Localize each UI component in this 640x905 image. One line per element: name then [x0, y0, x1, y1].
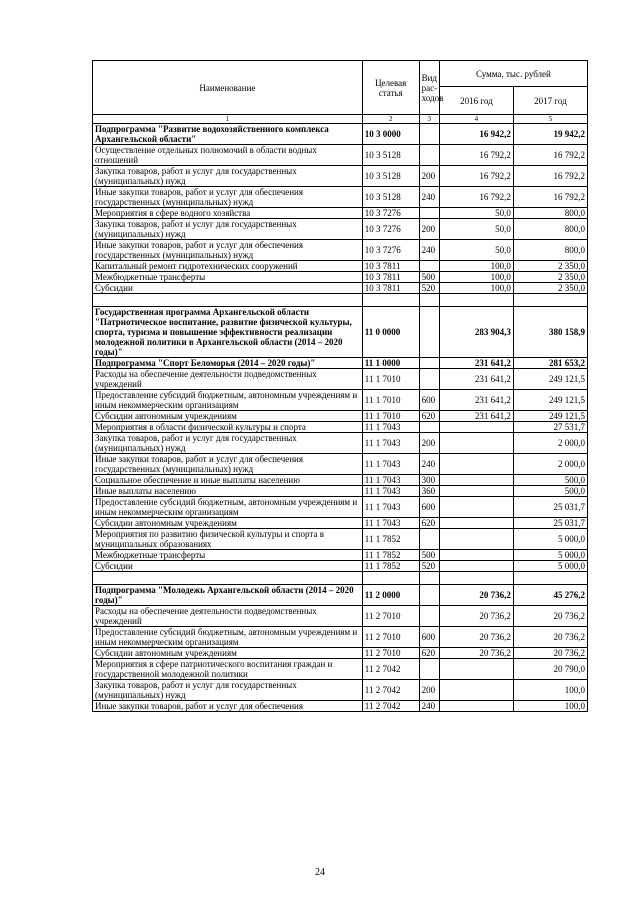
row-target-code: 11 2 7042 — [362, 659, 419, 680]
row-target-code: 11 2 7010 — [362, 648, 419, 659]
row-target-code: 10 3 7276 — [362, 240, 419, 261]
row-expense-type: 360 — [419, 486, 439, 497]
row-expense-type: 500 — [419, 272, 439, 283]
row-target-code: 10 3 7811 — [362, 272, 419, 283]
row-sum-2017: 16 792,2 — [513, 145, 587, 166]
row-sum-2016: 100,0 — [439, 283, 513, 294]
row-sum-2016: 20 736,2 — [439, 585, 513, 606]
row-sum-2016: 231 641,2 — [439, 369, 513, 390]
table-row — [93, 145, 588, 166]
row-sum-2016 — [439, 433, 513, 454]
row-sum-2017: 27 531,7 — [513, 422, 587, 433]
row-name: Субсидии автономным учреждениям — [93, 518, 363, 529]
row-target-code: 10 3 5128 — [362, 145, 419, 166]
row-sum-2017: 100,0 — [513, 701, 587, 712]
row-sum-2016 — [439, 550, 513, 561]
row-name: Мероприятия в области физической культуры и спорта — [93, 422, 363, 433]
row-sum-2016: 16 792,2 — [439, 145, 513, 166]
row-name: Мероприятия в сфере патриотического воспитания граждан и государственной молодежной политики — [93, 659, 363, 680]
row-sum-2016 — [439, 422, 513, 433]
row-name: Расходы на обеспечение деятельности подведомственных учреждений — [93, 369, 363, 390]
row-sum-2016 — [439, 680, 513, 701]
row-expense-type: 240 — [419, 701, 439, 712]
table-row — [93, 659, 588, 680]
row-expense-type: 520 — [419, 283, 439, 294]
table-row — [93, 219, 588, 240]
row-name: Закупка товаров, работ и услуг для государственных (муниципальных) нужд — [93, 166, 363, 187]
table-row — [93, 433, 588, 454]
row-target-code: 10 3 7276 — [362, 208, 419, 219]
row-sum-2017: 16 792,2 — [513, 166, 587, 187]
table-row — [93, 701, 588, 712]
table-row — [93, 550, 588, 561]
row-sum-2016: 16 792,2 — [439, 166, 513, 187]
row-expense-type: 200 — [419, 680, 439, 701]
row-target-code: 11 1 7010 — [362, 390, 419, 411]
header-vid: Вид рас-ходов — [419, 61, 439, 115]
row-name: Социальное обеспечение и иные выплаты населению — [93, 475, 363, 486]
row-name — [93, 294, 363, 307]
row-target-code — [362, 572, 419, 585]
row-target-code: 11 2 7042 — [362, 701, 419, 712]
row-expense-type — [419, 208, 439, 219]
row-expense-type — [419, 529, 439, 550]
index-cell: 2 — [362, 115, 419, 124]
row-sum-2016: 20 736,2 — [439, 648, 513, 659]
table-row — [93, 283, 588, 294]
row-sum-2017: 2 000,0 — [513, 454, 587, 475]
row-sum-2016: 231 641,2 — [439, 411, 513, 422]
header-sum: Сумма, тыс. рублей — [439, 61, 587, 87]
spacer-row — [93, 294, 588, 307]
index-cell: 4 — [439, 115, 513, 124]
row-target-code: 11 1 7043 — [362, 454, 419, 475]
row-target-code: 11 2 7042 — [362, 680, 419, 701]
table-row — [93, 648, 588, 659]
table-row — [93, 411, 588, 422]
row-name: Иные закупки товаров, работ и услуг для обеспечения — [93, 701, 363, 712]
row-target-code: 11 1 7043 — [362, 475, 419, 486]
header-name: Наименование — [93, 61, 363, 115]
row-expense-type: 600 — [419, 627, 439, 648]
row-expense-type: 200 — [419, 166, 439, 187]
row-sum-2017: 380 158,9 — [513, 307, 587, 358]
row-sum-2017: 45 276,2 — [513, 585, 587, 606]
table-row — [93, 486, 588, 497]
row-sum-2017: 500,0 — [513, 486, 587, 497]
table-row — [93, 497, 588, 518]
row-target-code: 11 1 7852 — [362, 561, 419, 572]
row-sum-2017: 5 000,0 — [513, 561, 587, 572]
row-sum-2016 — [439, 701, 513, 712]
table-row — [93, 529, 588, 550]
row-sum-2017: 25 031,7 — [513, 518, 587, 529]
row-target-code: 11 1 7043 — [362, 422, 419, 433]
table-row — [93, 124, 588, 145]
row-name: Государственная программа Архангельской области "Патриотическое воспитание, развитие физической культуры, спорта, туризма и повышение эффективности реализации молодежной политики в Архангельской области (2014 – 2020 годы)" — [93, 307, 363, 358]
row-sum-2017: 2 350,0 — [513, 261, 587, 272]
table-row — [93, 390, 588, 411]
row-name: Мероприятия в сфере водного хозяйства — [93, 208, 363, 219]
row-name: Подпрограмма "Молодежь Архангельской области (2014 – 2020 годы)" — [93, 585, 363, 606]
row-expense-type — [419, 572, 439, 585]
row-sum-2017: 800,0 — [513, 208, 587, 219]
row-sum-2017: 20 790,0 — [513, 659, 587, 680]
table-row — [93, 369, 588, 390]
table-row — [93, 561, 588, 572]
row-sum-2016: 100,0 — [439, 272, 513, 283]
row-sum-2016 — [439, 486, 513, 497]
row-name: Предоставление субсидий бюджетным, автономным учреждениям и иным некоммерческим организациям — [93, 390, 363, 411]
row-sum-2016: 50,0 — [439, 240, 513, 261]
row-sum-2017: 2 350,0 — [513, 283, 587, 294]
row-name: Предоставление субсидий бюджетным, автономным учреждениям и иным некоммерческим организациям — [93, 627, 363, 648]
index-cell: 3 — [419, 115, 439, 124]
row-sum-2016 — [439, 294, 513, 307]
row-target-code: 11 1 0000 — [362, 358, 419, 369]
row-name: Расходы на обеспечение деятельности подведомственных учреждений — [93, 606, 363, 627]
table-row — [93, 422, 588, 433]
index-cell: 5 — [513, 115, 587, 124]
row-name: Капитальный ремонт гидротехнических сооружений — [93, 261, 363, 272]
row-name — [93, 572, 363, 585]
row-name: Осуществление отдельных полномочий в области водных отношений — [93, 145, 363, 166]
row-target-code: 11 0 0000 — [362, 307, 419, 358]
row-sum-2017: 25 031,7 — [513, 497, 587, 518]
row-expense-type: 240 — [419, 187, 439, 208]
header-2016: 2016 год — [439, 87, 513, 115]
row-sum-2016 — [439, 659, 513, 680]
row-target-code: 10 3 5128 — [362, 187, 419, 208]
row-name: Межбюджетные трансферты — [93, 272, 363, 283]
row-target-code: 11 1 7852 — [362, 550, 419, 561]
table-row — [93, 261, 588, 272]
row-sum-2016 — [439, 572, 513, 585]
table-row — [93, 240, 588, 261]
table-row — [93, 307, 588, 358]
row-name: Мероприятия по развитию физической культуры и спорта в муниципальных образованиях — [93, 529, 363, 550]
row-sum-2017: 5 000,0 — [513, 550, 587, 561]
row-target-code: 11 1 7043 — [362, 486, 419, 497]
table-row — [93, 358, 588, 369]
row-sum-2016 — [439, 529, 513, 550]
row-expense-type — [419, 294, 439, 307]
table-row — [93, 518, 588, 529]
row-sum-2017: 100,0 — [513, 680, 587, 701]
row-expense-type — [419, 422, 439, 433]
row-sum-2017: 249 121,5 — [513, 369, 587, 390]
row-sum-2017: 20 736,2 — [513, 627, 587, 648]
table-row — [93, 272, 588, 283]
row-sum-2017: 19 942,2 — [513, 124, 587, 145]
table-row — [93, 208, 588, 219]
row-sum-2017: 20 736,2 — [513, 606, 587, 627]
row-target-code: 10 3 7811 — [362, 261, 419, 272]
row-expense-type: 200 — [419, 433, 439, 454]
table-row — [93, 166, 588, 187]
row-name: Закупка товаров, работ и услуг для государственных (муниципальных) нужд — [93, 219, 363, 240]
row-name: Субсидии автономным учреждениям — [93, 411, 363, 422]
row-sum-2016 — [439, 475, 513, 486]
row-expense-type: 620 — [419, 411, 439, 422]
row-target-code: 11 2 0000 — [362, 585, 419, 606]
row-sum-2017: 2 350,0 — [513, 272, 587, 283]
row-sum-2017 — [513, 294, 587, 307]
row-sum-2016: 283 904,3 — [439, 307, 513, 358]
table-row — [93, 454, 588, 475]
table-header — [93, 61, 588, 124]
row-sum-2017: 20 736,2 — [513, 648, 587, 659]
header-target: Целевая статья — [362, 61, 419, 115]
row-name: Подпрограмма "Развитие водохозяйственного комплекса Архангельской области" — [93, 124, 363, 145]
row-target-code: 11 1 7043 — [362, 518, 419, 529]
table-row — [93, 606, 588, 627]
row-sum-2017: 16 792,2 — [513, 187, 587, 208]
row-expense-type — [419, 261, 439, 272]
row-expense-type: 300 — [419, 475, 439, 486]
row-expense-type — [419, 124, 439, 145]
table-row — [93, 475, 588, 486]
row-target-code: 11 2 7010 — [362, 606, 419, 627]
budget-table — [92, 60, 588, 712]
index-cell: 1 — [93, 115, 363, 124]
row-expense-type: 600 — [419, 497, 439, 518]
row-expense-type: 520 — [419, 561, 439, 572]
row-name: Подпрограмма "Спорт Беломорья (2014 – 2020 годы)" — [93, 358, 363, 369]
row-target-code: 11 1 7043 — [362, 497, 419, 518]
row-target-code: 10 3 7811 — [362, 283, 419, 294]
row-sum-2016 — [439, 561, 513, 572]
row-name: Субсидии автономным учреждениям — [93, 648, 363, 659]
row-sum-2016 — [439, 497, 513, 518]
row-expense-type — [419, 145, 439, 166]
row-target-code: 10 3 5128 — [362, 166, 419, 187]
row-name: Иные закупки товаров, работ и услуг для обеспечения государственных (муниципальных) нужд — [93, 454, 363, 475]
row-expense-type: 620 — [419, 518, 439, 529]
row-name: Закупка товаров, работ и услуг для государственных (муниципальных) нужд — [93, 433, 363, 454]
row-name: Иные выплаты населению — [93, 486, 363, 497]
row-sum-2016 — [439, 518, 513, 529]
table-row — [93, 627, 588, 648]
row-sum-2016: 16 792,2 — [439, 187, 513, 208]
row-expense-type: 200 — [419, 219, 439, 240]
row-target-code: 11 1 7010 — [362, 411, 419, 422]
row-sum-2017: 249 121,5 — [513, 411, 587, 422]
row-target-code: 10 3 7276 — [362, 219, 419, 240]
row-sum-2016: 50,0 — [439, 219, 513, 240]
row-expense-type: 620 — [419, 648, 439, 659]
row-expense-type — [419, 659, 439, 680]
row-expense-type — [419, 369, 439, 390]
row-sum-2016: 100,0 — [439, 261, 513, 272]
header-index-row — [93, 115, 588, 124]
row-sum-2017: 2 000,0 — [513, 433, 587, 454]
row-target-code: 11 2 7010 — [362, 627, 419, 648]
row-name: Субсидии — [93, 283, 363, 294]
row-sum-2017: 800,0 — [513, 219, 587, 240]
page-number: 24 — [315, 867, 325, 878]
row-sum-2016: 231 641,2 — [439, 358, 513, 369]
row-expense-type: 600 — [419, 390, 439, 411]
spacer-row — [93, 572, 588, 585]
row-name: Иные закупки товаров, работ и услуг для обеспечения государственных (муниципальных) нужд — [93, 187, 363, 208]
row-sum-2017 — [513, 572, 587, 585]
header-2017: 2017 год — [513, 87, 587, 115]
row-sum-2016: 20 736,2 — [439, 627, 513, 648]
row-name: Предоставление субсидий бюджетным, автономным учреждениям и иным некоммерческим организациям — [93, 497, 363, 518]
row-sum-2017: 249 121,5 — [513, 390, 587, 411]
row-expense-type: 240 — [419, 240, 439, 261]
row-sum-2016: 16 942,2 — [439, 124, 513, 145]
row-target-code: 11 1 7043 — [362, 433, 419, 454]
row-sum-2016: 50,0 — [439, 208, 513, 219]
row-sum-2016: 231 641,2 — [439, 390, 513, 411]
row-expense-type: 500 — [419, 550, 439, 561]
row-target-code: 11 1 7010 — [362, 369, 419, 390]
row-sum-2017: 800,0 — [513, 240, 587, 261]
row-sum-2017: 5 000,0 — [513, 529, 587, 550]
row-name: Иные закупки товаров, работ и услуг для обеспечения государственных (муниципальных) нужд — [93, 240, 363, 261]
row-sum-2016: 20 736,2 — [439, 606, 513, 627]
row-expense-type: 240 — [419, 454, 439, 475]
row-sum-2016 — [439, 454, 513, 475]
row-expense-type — [419, 606, 439, 627]
row-name: Закупка товаров, работ и услуг для государственных (муниципальных) нужд — [93, 680, 363, 701]
table-row — [93, 187, 588, 208]
row-target-code: 10 3 0000 — [362, 124, 419, 145]
row-name: Субсидии — [93, 561, 363, 572]
row-target-code: 11 1 7852 — [362, 529, 419, 550]
table-body — [93, 124, 588, 712]
table-row — [93, 585, 588, 606]
table-row — [93, 680, 588, 701]
row-expense-type — [419, 358, 439, 369]
row-expense-type — [419, 307, 439, 358]
row-sum-2017: 500,0 — [513, 475, 587, 486]
row-sum-2017: 281 653,2 — [513, 358, 587, 369]
row-target-code — [362, 294, 419, 307]
row-name: Межбюджетные трансферты — [93, 550, 363, 561]
row-expense-type — [419, 585, 439, 606]
